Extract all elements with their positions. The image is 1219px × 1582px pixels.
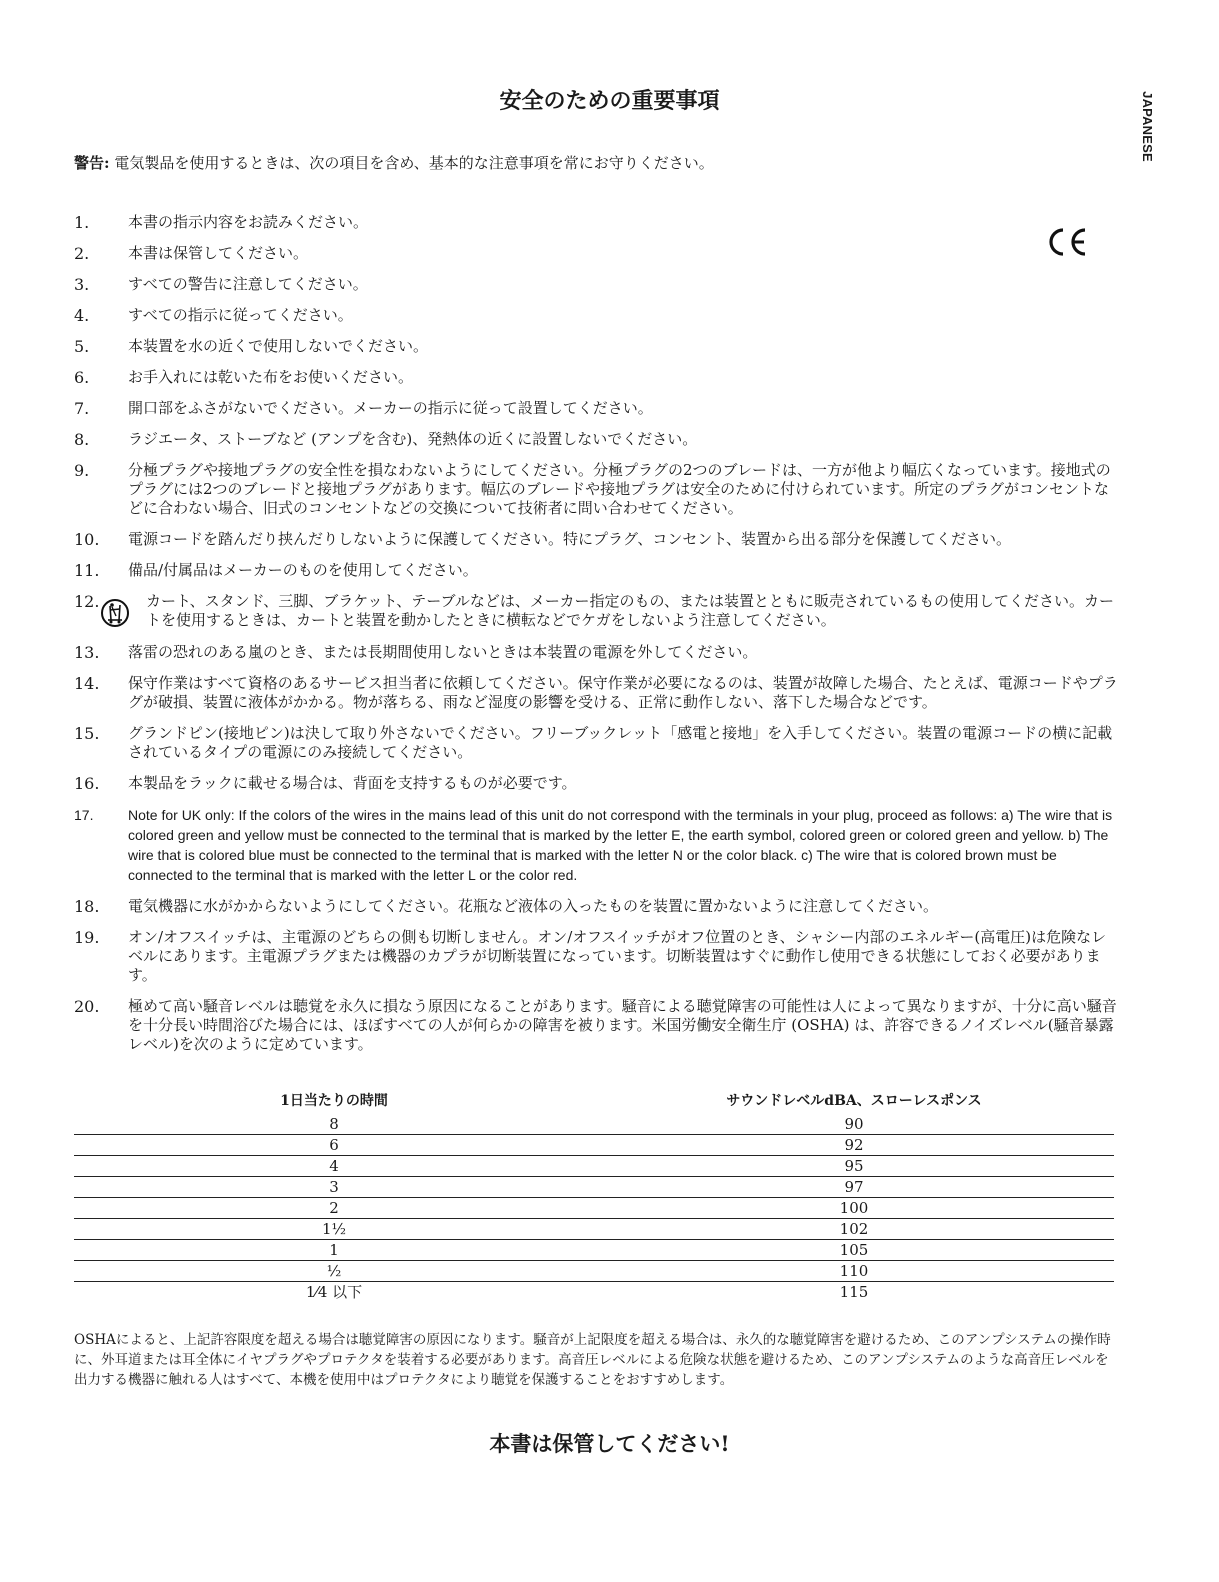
item-number: 16. [74,774,100,793]
closing-heading: 本書は保管してください! [489,1431,730,1456]
item-text: 本書の指示内容をお読みください。 [128,213,369,231]
item-number: 3. [74,275,90,294]
table-row [74,1282,1114,1303]
item-text: 極めて高い騒音レベルは聴覚を永久に損なう原因になることがあります。騒音による聴覚障害の可能性は人によって異なりますが、十分に高い騒音を十分長い時間浴びた場合には、ほぼすべての人が何らかの障害を被ります。米国労働安全衛生庁 (OSHA) は、許容できるノイズレベル(騒音暴露レベル)を次のように定めています。 [128,997,1117,1053]
item-text: 本製品をラックに載せる場合は、背面を支持するものが必要です。 [128,774,577,792]
item-number: 1. [74,213,90,232]
hours-cell: 4 [74,1156,594,1177]
item-number: 6. [74,368,90,387]
list-item [74,997,1118,1054]
table-row [74,1114,1114,1135]
table-row [74,1198,1114,1219]
list-item [74,399,1118,418]
item-text: ラジエータ、ストーブなど (アンプを含む)、発熱体の近くに設置しないでください。 [128,430,698,448]
item-number: 15. [74,724,100,743]
list-item [74,368,1118,387]
item-number: 5. [74,337,90,356]
item-number: 17. [74,807,94,823]
item-text: Note for UK only: If the colors of the wires in the mains lead of this unit do not correspond with the terminals in your plug, proceed as follows: a) The wire that is colored green and yellow must be connected to the terminal that is marked by the letter E, the earth symbol, colored green or colored green and yellow. b) The wire that is colored blue must be connected to the terminal that is marked with the letter N or the color black. c) The wire that is colored brown must be connected to the terminal that is marked with the letter L or the color red. [128,807,1113,883]
table-row [74,1219,1114,1240]
warning-label: 警告: [74,154,110,172]
item-number: 10. [74,530,100,549]
table-row [74,1240,1114,1261]
list-item [74,805,1118,885]
item-number: 9. [74,461,90,480]
dba-cell: 97 [594,1177,1114,1198]
language-tab-label: JAPANESE [1139,90,1155,162]
item-number: 2. [74,244,90,263]
item-text: 開口部をふさがないでください。メーカーの指示に従って設置してください。 [128,399,653,417]
item-text: 備品/付属品はメーカーのものを使用してください。 [128,561,478,579]
item-number: 13. [74,643,100,662]
item-number: 7. [74,399,90,418]
item-text: 分極プラグや接地プラグの安全性を損なわないようにしてください。分極プラグの2つのブレードは、一方が他より幅広くなっています。接地式のプラグには2つのブレードと接地プラグがあります。幅広のブレードや接地プラグは安全のために付けられています。所定のプラグがコンセントなどに合わない場合、旧式のコンセントなどの交換について技術者に問い合わせてください。 [128,461,1111,517]
item-number: 8. [74,430,90,449]
item-text: すべての警告に注意してください。 [128,275,368,293]
list-item [74,213,1118,232]
dba-cell: 105 [594,1240,1114,1261]
osha-note-paragraph: OSHAによると、上記許容限度を超える場合は聴覚障害の原因になります。騒音が上記限度を超える場合は、永久的な聴覚障害を避けるため、このアンプシステムの操作時に、外耳道または耳全体にイヤプラグやプロテクタを装着する必要があります。高音圧レベルによる危険な状態を避けるため、このアンプシステムのような高音圧レベルを出力する機器に触れる人はすべて、本機を使用中はプロテクタにより聴覚を保護することをおすすめします。 [74,1332,1111,1388]
item-text: 電気機器に水がかからないようにしてください。花瓶など液体の入ったものを装置に置かないように注意してください。 [128,897,939,915]
page-title: 安全のための重要事項 [499,88,720,114]
dba-cell: 90 [594,1114,1114,1135]
item-text: すべての指示に従ってください。 [128,306,353,324]
safety-instructions-list [74,213,1118,1066]
list-item [74,643,1118,662]
list-item [74,461,1118,518]
hours-cell: 1 [74,1240,594,1261]
noise-exposure-table [74,1090,1114,1302]
list-item [74,430,1118,449]
hours-cell: 3 [74,1177,594,1198]
table-row [74,1135,1114,1156]
column-header-sound-level: サウンドレベルdBA、スローレスポンス [726,1093,982,1109]
dba-cell: 115 [839,1283,869,1301]
list-item [74,561,1118,580]
hours-cell: 1⁄4 以下 [305,1283,363,1301]
cart-tipover-warning-icon [100,596,130,630]
dba-cell: 100 [594,1198,1114,1219]
hours-cell: 2 [74,1198,594,1219]
hours-cell: 6 [74,1135,594,1156]
list-item [74,530,1118,549]
item-text: 落雷の恐れのある嵐のとき、または長期間使用しないときは本装置の電源を外してください。 [128,643,758,661]
item-text: 電源コードを踏んだり挟んだりしないように保護してください。特にプラグ、コンセント、装置から出る部分を保護してください。 [128,530,1012,548]
list-item [74,244,1118,263]
item-text: 保守作業はすべて資格のあるサービス担当者に依頼してください。保守作業が必要になるのは、装置が故障した場合、たとえば、電源コードやプラグが破損、装置に液体がかかる。物が落ちる、雨など湿度の影響を受ける、正常に動作しない、落下した場合などです。 [128,674,1118,711]
list-item [74,592,1118,631]
list-item [74,724,1118,762]
list-item [74,674,1118,712]
item-text: お手入れには乾いた布をお使いください。 [128,368,414,386]
item-number: 14. [74,674,100,693]
cart-warning-icon-slot [114,592,146,631]
list-item [74,306,1118,325]
table-row [74,1177,1114,1198]
list-item [74,337,1118,356]
item-text: グランドピン(接地ピン)は決して取り外さないでください。フリーブックレット「感電と接地」を入手してください。装置の電源コードの横に記載されているタイプの電源にのみ接続してください。 [128,724,1113,761]
table-row [74,1156,1114,1177]
dba-cell: 110 [594,1261,1114,1282]
hours-cell: 1½ [74,1219,594,1240]
item-number: 4. [74,306,90,325]
item-number: 18. [74,897,100,916]
list-item [74,928,1118,985]
item-number: 11. [74,561,100,580]
dba-cell: 102 [594,1219,1114,1240]
list-item [74,897,1118,916]
hours-cell: ½ [74,1261,594,1282]
item-number: 20. [74,997,100,1016]
list-item [74,774,1118,793]
item-text: カート、スタンド、三脚、ブラケット、テーブルなどは、メーカー指定のもの、または装置とともに販売されているもの使用してください。カートを使用するときは、カートと装置を動かしたときに横転などでケガをしないよう注意してください。 [146,592,1114,629]
item-number-text: 12. [74,592,100,611]
item-number: 19. [74,928,100,947]
warning-text: 電気製品を使用するときは、次の項目を含め、基本的な注意事項を常にお守りください。 [114,154,714,172]
dba-cell: 95 [594,1156,1114,1177]
list-item [74,275,1118,294]
warning-paragraph [74,152,1134,173]
table-row [74,1261,1114,1282]
item-text: オン/オフスイッチは、主電源のどちらの側も切断しません。オン/オフスイッチがオフ位置のとき、シャシー内部のエネルギー(高電圧)は危険なレベルにあります。主電源プラグまたは機器のカプラが切断装置になっています。切断装置はすぐに動作し使用できる状態にしておく必要があります。 [128,928,1107,984]
column-header-hours: 1日当たりの時間 [280,1093,388,1109]
dba-cell: 92 [594,1135,1114,1156]
table-header-row [74,1090,1114,1114]
item-text: 本装置を水の近くで使用しないでください。 [128,337,429,355]
hours-cell: 8 [74,1114,594,1135]
item-text: 本書は保管してください。 [128,244,309,262]
